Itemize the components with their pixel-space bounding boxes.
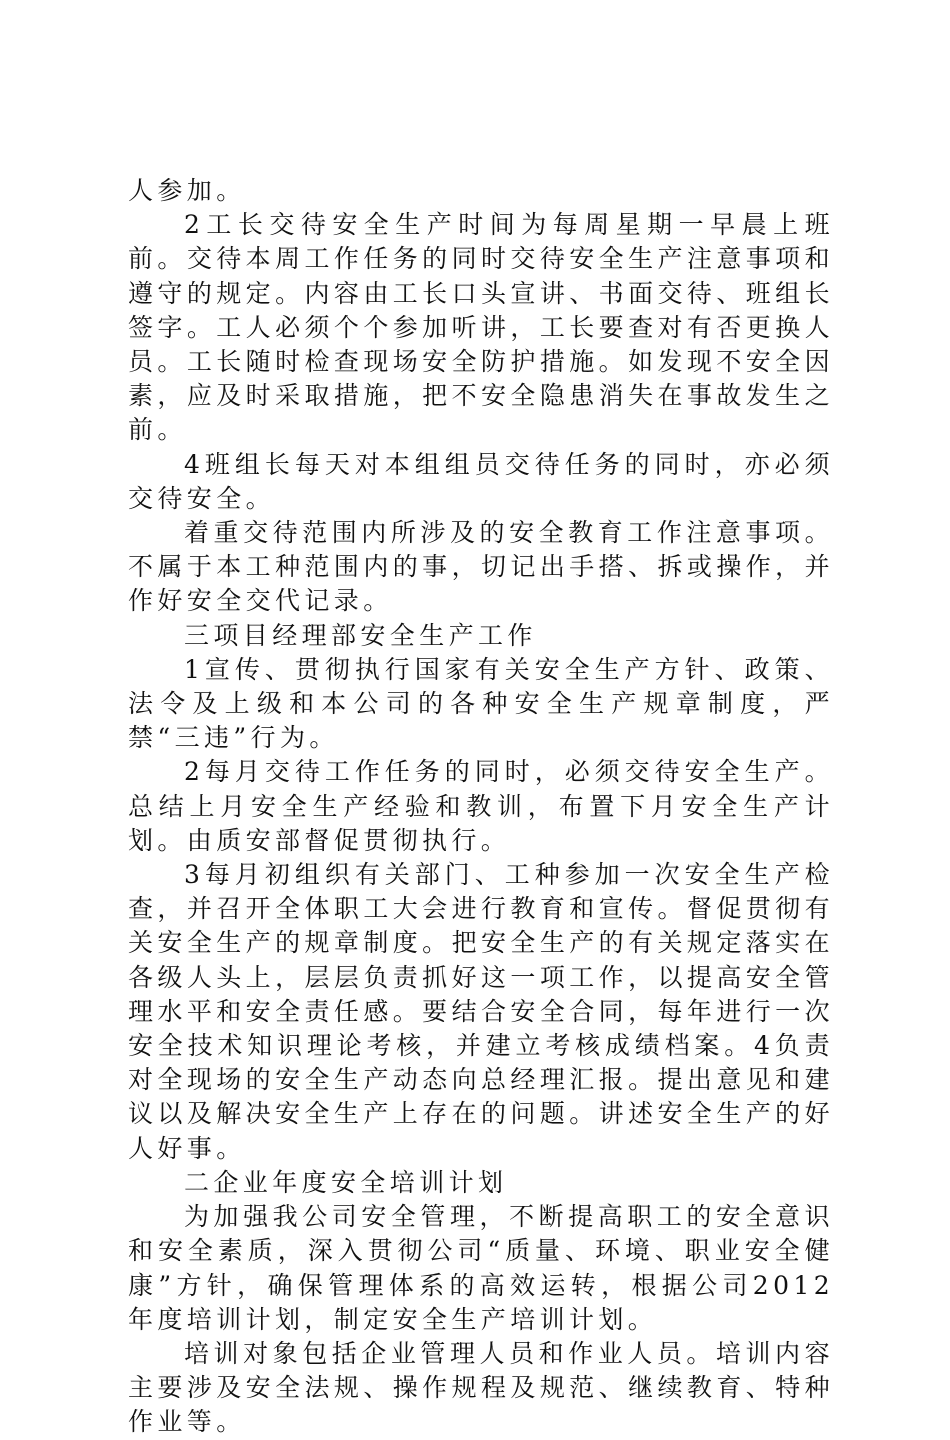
paragraph: 着重交待范围内所涉及的安全教育工作注意事项。不属于本工种范围内的事，切记出手搭、拆或操作，并作好安全交代记录。 bbox=[128, 518, 834, 616]
paragraph: 培训对象包括企业管理人员和作业人员。培训内容主要涉及安全法规、操作规程及规范、继续教育、特种作业等。 bbox=[128, 1338, 834, 1437]
document-body bbox=[128, 174, 834, 1440]
paragraph: 1宣传、贯彻执行国家有关安全生产方针、政策、法令及上级和本公司的各种安全生产规章制度，严禁“三违”行为。 bbox=[128, 654, 834, 753]
paragraph: 4班组长每天对本组组员交待任务的同时，亦必须交待安全。 bbox=[128, 449, 834, 513]
paragraph: 为加强我公司安全管理，不断提高职工的安全意识和安全素质，深入贯彻公司“质量、环境、职业安全健康”方针，确保管理体系的高效运转，根据公司2012年度培训计划，制定安全生产培训计划。 bbox=[128, 1202, 834, 1334]
paragraph: 人参加。 bbox=[128, 176, 246, 205]
section-heading: 三项目经理部安全生产工作 bbox=[184, 620, 537, 650]
paragraph: 2工长交待安全生产时间为每周星期一早晨上班前。交待本周工作任务的同时交待安全生产注意事项和遵守的规定。内容由工长口头宣讲、书面交待、班组长签字。工人必须个个参加听讲，工长要查对有否更换人员。工长随时检查现场安全防护措施。如发现不安全因素，应及时采取措施，把不安全隐患消失在事故发生之前。 bbox=[128, 210, 834, 445]
paragraph: 3每月初组织有关部门、工种参加一次安全生产检查，并召开全体职工大会进行教育和宣传。督促贯彻有关安全生产的规章制度。把安全生产的有关规定落实在各级人头上，层层负责抓好这一项工作，以提高安全管理水平和安全责任感。要结合安全合同，每年进行一次安全技术知识理论考核，并建立考核成绩档案。4负责对全现场的安全生产动态向总经理汇报。提出意见和建议以及解决安全生产上存在的问题。讲述安全生产的好人好事。 bbox=[128, 860, 834, 1163]
paragraph: 2每月交待工作任务的同时，必须交待安全生产。总结上月安全生产经验和教训，布置下月安全生产计划。由质安部督促贯彻执行。 bbox=[128, 757, 834, 855]
section-heading: 二企业年度安全培训计划 bbox=[184, 1167, 508, 1197]
